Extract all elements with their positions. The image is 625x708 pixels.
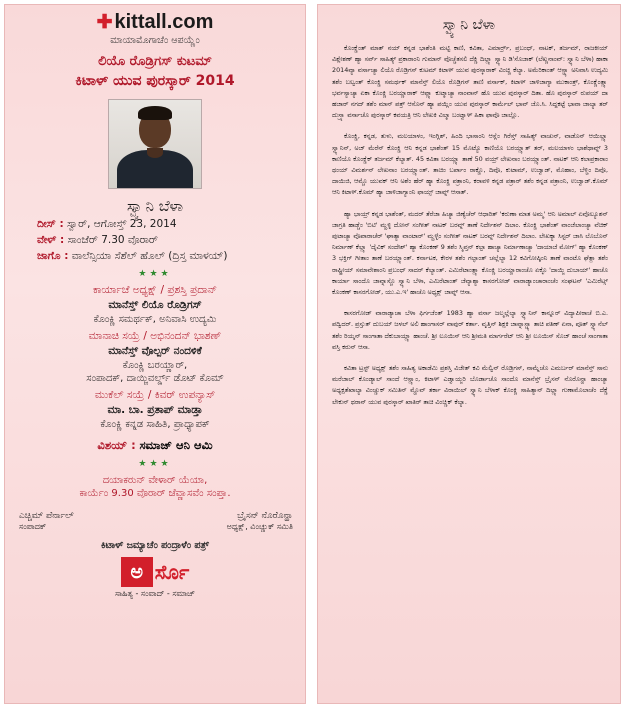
signatory-editor: [19, 511, 74, 532]
arso-logo-icon: ಅ: [121, 557, 153, 587]
awardee-photo: [108, 99, 202, 189]
venue-value: ವಾಲೆನ್ಸಿಯಾ ಸೆಶೆಲ್ ಹೊಲ್ (ದ್ರಿಸ್ತ ಮಾಳಯ್): [71, 250, 228, 262]
signatory-name: ಎಚ್ಚಿಮ್ ಪೆರ್ನಾಲ್: [19, 511, 74, 521]
section-desc: ಕೊಂಕ್ಣಿ ಕನ್ನಡ ಸಾಹಿತಿ, ಪ್ರಾಧ್ಯಾಪಕ್: [100, 419, 210, 430]
kittall-logo[interactable]: [5, 11, 305, 34]
date-value: ಸ್ವಾರ್, ಆಗೋಸ್ತ್ 23, 2014: [66, 218, 177, 230]
profile-paragraph: ಕೊಂಕ್ಣಿ, ಕನ್ನಡ, ತುಳು, ಮಲಯಾಳಂ, ಇಂಗ್ಲಿಶ್, ಹಿಂದಿ ಭಾಸಾಂನಿ ಆಸ್ಲೆಂ ಗಿರೆಸ್ತ್ ಸಾಹಿತ್ಯ್ ವಾಚುನ್, ವಾಡೊನ್ ಆಯಿಲ್ಲ್ಯಾ ಸ್ವ್ಯಾನಿನ್, ಅಜ್ ಮೆರೆನ್ ಕೊಂಕ್ಣಿ ಆನಿ ಕನ್ನಡ ಭಾಶೆಂತ್ 15 ಮೊಟ್ಯೊ ಕಾಣಿಯೊ ಬರಯ್ಲ್ಯಾತ್ ತರ್, ಮಲಯಾಳಂ ಭಾಶೆಥಾವ್ನ್ 3 ಕಾಣಿಯೊ ಕೊಂಕ್ಣೆಕ್ ತರ್ಜಮ್ ಕೆಲ್ಯಾತ್. 45 ಕವಿತಾ ಬರಯ್ಲ್ಯಾ ತಾಣೆ 50 ವಯ್ರ್ ಲೇಖನಾಂ ಬರಯ್ಲ್ಯಾಂತ್. ನಾಟಕ್ ಆನಿ ಕಲಾಪ್ರಕಾರಾಂ ಥಂಯ್ ವಿಮರ್ಶನ್ ಲೇಖನಾಂ ಬರಯ್ಲ್ಯಾಂತ್. ತಾಚಿಂ ಬರ್ಪಾಂ ರಾಕ್ಣೊ, ದಿವೊ, ಕುಟಾಮ್, ಉಜ್ವಾಡ್, ಮೊಹಾಂ, ಬೆಳ್ಚಿಂ ದಿವೊ, ದಾಯಿಜಿ, ಆಮ್ಚೊ ಯುವಕ್ ಆನಿ ಅಶೆಂ ಹೆರ್ ಹ್ಯಾ ಕೊಂಕ್ಣಿ ಪತ್ರಾಂನಿ, ಕರಾವಳಿ ಕನ್ನಡ ಪತ್ರಾರ್ ತಶೆಂ ಕನ್ನಡ ಪತ್ರಾಂನಿ, ಉಜ್ವಾಡ್.ಕೊಮ್ ಆನಿ ಕಿಟಾಳ್.ಕೊಮ್ ಹ್ಯಾ ಜಾಳಿಜಾಗ್ಯಾಂನಿ ಫಾಯ್ಸ್ ಜಾವ್ನ್ ಆಸಾತ್.: [332, 132, 608, 197]
section-desc-2: ಸಂಪಾದಕ್, ದಾಯ್ಜಿವರ್ಲ್ಡ್ ಡೊಟ್ ಕೊಮ್: [86, 373, 224, 384]
signatory-title: ಅಧ್ಯಕ್ಷ್, ವಿಂಚ್ಣುಕ್ ಸಮಿತಿ: [226, 522, 293, 531]
star-divider-icon: ★★★: [138, 269, 172, 279]
event-time: [37, 234, 305, 247]
award-title: ಕಿಟಾಳ್ ಯುವ ಪುರಸ್ಕಾರ್ 2014: [75, 73, 235, 89]
event-venue: [37, 250, 305, 263]
time-label: ವೇಳ್ :: [37, 234, 65, 246]
section-person: ಮಾ. ಬಾ. ಪ್ರತಾಪ್ ಮಾಡ್ತಾ: [107, 404, 203, 416]
invite-line-2: ಕಾರ್ಯೆಂ 9.30 ವೊರಾರ್ ಜೆವ್ಣಾಸವೆಂ ಸಂಪ್ತಾ.: [79, 488, 231, 499]
section-role: ಕಾರ್ಯಾಚೆ ಅಧ್ಯಕ್ಷ್ / ಪ್ರಶಸ್ತಿ ಪ್ರದಾನ್: [92, 284, 217, 296]
footer-text: ಕಿಟಾಳ್ ಜಮ್ಯಾಚೆಂ ಪಂದ್ರಾಳೆಂ ಪತ್ರ್: [101, 540, 209, 551]
award-family-title: ಲಿಯೊ ರೊಡ್ರಿಗಸ್ ಕುಟಮ್: [98, 54, 212, 69]
profile-title: ಸ್ವ್ಯಾನಿ ಬೆಳಾ: [442, 17, 496, 33]
venue-label: ಜಾಗೊ :: [37, 250, 69, 262]
profile-paragraph: ಕಾಸರಗೋಡ್ ವಾರಾಡ್ಯಾಚಾ ಬೆಳಾ ಫಿರ್ಗಜೆಂತ್ 1983 ಹ್ಯಾ ವರ್ಸಾ ಜಲ್ಮಲ್ಲೆಲ್ಯಾ ಸ್ವ್ಯಾನಿನ್ ಕಾನ್ನೂರ್ ವಿದ್ಯಾಪೀಠಾಚೆ ಬಿ.ಎ. ಪದ್ವಿದರ್. ಪ್ರಸ್ತುತ್ ದುಬಯ್ ಜಳಲ್ ಅಲಿ ಹಾಂಗಾಸರ್ ವಾವುರ್ ಕರ್ತಾ. ವೃತ್ತಿನ್ ಶಿಕ್ಷಕಿ ಜಾವ್ನಾಸ್ಚ್ಯಾ ತಾಚಿ ಪತಿಣ್ ಏನಾ, ಪೂತ್ ಸ್ವ್ಯಾನೆಲ್ ತಶೆಂ ರಿಯ್ಶನ್ ಸಾಂಗಾತಾ ದೆಕುಬಾಯ್ಲ್ಯಾ ಹಾಂಚೆ. ಶ್ರೀ ಲೂಯಿಸ್ ಆನಿ ಶ್ರೀಮತಿ ಮಾರ್ಗರೆಟ್ ಆನಿ ಶ್ರೀ ಲೂಯಿಸ್ ಸೊಜ್ ಹಾಂಚೆ ಸಾಂಗಾತಾ ವಸ್ತಿ ಕರುನ್ ಆಸಾ.: [332, 309, 608, 351]
logo-text: kittall.com: [114, 11, 214, 33]
signatories: [19, 511, 293, 532]
star-divider-icon: ★★★: [138, 459, 172, 469]
section-chief-guest: [5, 330, 305, 384]
section-desc: ಕೊಂಕ್ಣಿ ಸಮರ್ಥಕ್, ಅನಿವಾಸಿ ಉದ್ಯಮಿ: [93, 314, 217, 325]
kittall-logo-icon: ✚: [96, 12, 113, 33]
lecture-subject: [5, 438, 305, 453]
profile-paragraph: ಕವಿತಾ ಟ್ರಸ್ಟ್ ಅಧ್ಯಕ್ಷ್ ತಶೆಂ ಸಾಹಿತ್ಯ ಅಕಾಡೆಮಿ ಪ್ರಶಸ್ತಿ ವಿಜೇತ್ ಕವಿ ಮೆಲ್ವಿನ್ ರೊಡ್ರಿಗಸ್, ನಾಮ್ನೆಚೊ ಎಮರ್ಬರ್ ಮಾನೆಸ್ತ್ ಸಾನು ಮರೆಜಾಲ್ ಕೊಂಡ್ಯಾಲ್ ಸಾಂದೆ ಆಸ್ಲ್ಯಾಂ, ಕಿಟಾಳ್ ಎಡ್ವಾಯ್ಜರಿ ಬೊರ್ಡಾಚೊ ಸಾಂದೊ ಮಾನೆಸ್ತ್ ಬ್ರೈಸನ್ ನೊರೊನ್ಹಾ ಹಾಂಚ್ಯಾ ಅಧ್ಯಕ್ಷತೆಖಾಲ್ಯಾ ವಿಂಚ್ಣುಕ್ ಸಮಿತಿನ್ ಮ್ಹೊವ್ ತರ್ಕಾ ವಿರಾಯಿಲ್ ಸ್ವ್ಯಾನಿ ಬೆಳಾಕ್ ಕೊಂಕ್ಣಿ ಸಾಹಿತ್ಯಾನ್ ದಿಲ್ಲ್ಯಾ ಗುಣಾಮೊಲಾಚೆಂ ದೆಕ್ಣೆ ಲೇಕುನ್ ಥರಾನ್ ಯುವ ಪುರಸ್ಕಾರ್ ಖಾತಿರ್ ತಾಚಿ ವಿಂಚ್ಣಿಕ್ ಕೆಲ್ಯಾ.: [332, 364, 608, 406]
section-person: ಮಾನೆಸ್ತ್ ವೊಲ್ಪರ್ ನಂದಳಿಕೆ: [108, 345, 202, 357]
arso-tagline: ಸಾಹಿತ್ಯ - ಸಂವಾದ್ - ಸಮಾಜ್: [114, 589, 196, 598]
section-role: ಮಾನಾಚಿ ಸಯ್ರೆ / ಅಭಿನಂದನ್ ಭಾಶಣ್: [88, 330, 222, 342]
invite-line-1: ದಯಾಕರುನ್ ವೇಳಾರ್ ಯೆಯಾ,: [102, 475, 208, 486]
arso-logo-text: ರ್ಸೊ: [154, 560, 190, 584]
arso-logo: [5, 557, 305, 587]
event-date: [37, 218, 305, 231]
logo-tagline: ಮಾಯಾಮೊಗಾಚೆಂ ಆಪಯ್ಣೆಂ: [110, 35, 200, 46]
invitation-card-panel: [4, 4, 306, 704]
section-person: ಮಾನೆಸ್ತ್ ಲಿಯೊ ರೊಡ್ರಿಗಸ್: [108, 299, 202, 311]
profile-panel: [317, 4, 621, 704]
section-main-guest: [5, 389, 305, 430]
date-label: ದೀಸ್ :: [37, 218, 64, 230]
profile-paragraph: ಹ್ಯಾ ಭಾಯ್ರ್ ಕನ್ನಡ ಭಾಶೆಂತ್, ಮದರ್ ತೆರೆಜಾ ಹಿಚ್ಯಾ ಜಿಣ್ಯೆಚೆರ್ ಆಧಾರಿತ್ 'ಕರುಣಾ ಮಾತ ಅಮ್ಮ' ಆನಿ ಅಮಾಲ್ ಏವೊಲ್ಯೂಶನ್ ಜಾಗ್ರತಿ ಹಾಡ್ಚೆಂ 'ಬಿಟಿ' ಮ್ಹಳ್ಳಿ ದೋನ್ ಸಂಗೀತ್ ನಾಟಕ್ ಬರವ್ನ್ ತಾಣೆ ನಿರ್ದೇಶನ್ ದಿಲಾಂ. ಕೊಂಕ್ಣಿ ಭಾಶೆಂತ್ ವಾಂಜೆಲಾಂಚ್ಯಾ ವೆಚಿಕ್ ಪುಟಾಚ್ಯಾ ವೊಪಾರಾಚೆರ್ 'ಘಾತ್ಯಾ ವಾಂಟಾರ್' ಮ್ಹಳ್ಳೆಂ ಸಂಗೀತ್ ನಾಟಕ್ ಬರವ್ನ್ ನಿರ್ದೇಶನ್ ದಿಲಾಂ. ಲೇಖಕ್ಯಾ ಸಿಸ್ಟರ್ ಜಾಸಿ ಲೊಬೊನ್ ನಿರ್ಮಾಣ್ ಕೆಲ್ಲ್ಯಾ 'ದೈವಿಕ್ ಸಂದೇಶ್' ಹ್ಯಾ ಕೊಂಕಣ್ 9 ತಶೆಂ ಸ್ಮಿಪ್ತನ್ ಕಲ್ಪಾ ಹಾಚ್ಯಾ ನಿರ್ಮಾಣಾಚ್ಯಾ 'ದಾಯಾಜೆ ಮೋಗ್' ಹ್ಯಾ ಕೊಂಕಣ್ 3 ಭಕ್ತಿಗ್ ಗೀತಾಂ ತಾಣೆ ಬರಯ್ಲ್ಯಾಂತ್. ಕರ್ನಾಟಕ, ಕೇರಳ ತಶೆಂ ಗಲ್ಫಾಂತ್ ಚಲ್ಲೆಲ್ಯಾ 12 ಕವಿಗೋಷ್ಠಿಂನಿ ತಾಣೆ ವಾಂಟೊ ಘೆತ್ಲಾ ತಶೆಂ ರಾಷ್ಟ್ರೀಯ್ ಸಮಾವೇಶಾಂನಿ ಪ್ರಬಂಧ್ ಸಾದರ್ ಕೆಲ್ಯಾಂತ್. ಎಮಿರೆಟಾಂತ್ಲ್ಯಾ ಕೊಂಕ್ಣಿ ಬರಯ್ಣಾರಾಂಚೊ ಏಕ್ಳೊ 'ದಾಯ್ಜಿ ದುಬಾಯ್' ಹಾಚೊ ಕಾರ್ಯಾ ಸಾಂದೊ ಜಾವ್ನಾಸ್ಚೊ ಸ್ವ್ಯಾನಿ ಬೆಳಾ, ಎಮಿರೆಟಾಂತ್ ಜೆವ್ಯಾಶ್ಯಾ ಕಾಸರಗೋಡ್ ವಾರಾಡ್ಯಾಂಚಾರಾಂಚೆಂ ಸಂಘಟನ್ 'ಎಮಿರೆಟ್ಸ್ ಕೊಂಕಣ್ ಕಾಸರಗೋಡ್, ಯು.ಎ.ಇ' ಹಾಚೊ ಅಧ್ಯಕ್ಷ್ ಜಾವ್ನ್ ಆಸಾ.: [332, 209, 608, 297]
signatory-title: ಸಂಪಾದಕ್: [19, 522, 47, 531]
subject-value: ಸಮಾಜ್ ಆನಿ ಆಮಿ: [139, 438, 213, 452]
signatory-president: [227, 511, 293, 532]
section-desc: ಕೊಂಕ್ಣಿ ಬರಯ್ಣಾರ್,: [122, 360, 188, 371]
section-role: ಮುಕೆಲ್ ಸಯ್ರೆ / ಕಿವರ್ ಉಪನ್ಯಾಸ್: [94, 389, 216, 401]
section-president: [5, 284, 305, 325]
subject-label: ವಿಶಯ್ :: [97, 438, 136, 452]
signatory-name: ಬ್ರೈಸನ್ ನೊರೊನ್ಹಾ: [237, 511, 293, 521]
awardee-name: ಸ್ವ್ಯಾನಿ ಬೆಳಾ: [127, 197, 183, 215]
time-value: ಸಾಂಜೆರ್ 7.30 ವೊರಾರ್: [67, 234, 158, 246]
profile-paragraph: ಕೊಂಕ್ಣೆಂತ್ ಮಾತ್ ನಯ್ ಕನ್ನಡ ಭಾಶೆಂತಿ ಮಟ್ಟಿ ಕಾಣಿ, ಕವಿತಾ, ಎಮಾರ್ರ್ರ್, ಪ್ರಬಂಧ್, ನಾಟಕ್, ತರ್ಜಮ್, ರಾಜಕೀಯ್ ವಿಶ್ಲೇಶಣ್ ಹ್ಯಾ ಸರ್ವ್ ಸಾಹಿತ್ಯ್ ಪ್ರಕಾರಾಂನಿ ಗುಮಾನ್ ವೊಚ್ಚೆತಸಲಿ ದೆಕ್ಣಿ ದಿಲ್ಲ್ಯಾ ಸ್ವ್ಯಾನಿ ಡಿ'ಸೊಜಾಕ್ (ಲೆಖ್ಣನಾಂವ್: ಸ್ವ್ಯಾನಿ ಬೆಳಾ) ಹಾಕಾ 2014ವ್ಯಾ ವರ್ಸಾಚ್ಯಾ ಲಿಯೊ ರೊಡ್ರಿಗಸ್ ಕುಟಮ್ ಕಿಟಾಳ್ ಯುವ ಪುರಸ್ಕಾರಾಕ್ ವಿಂಚ್ಣಿ ಕೆಲ್ಯಾ. ಅಮೆರಿಕಾಂತ್ ಆಸ್ಚ್ಯಾ ಅನಿವಾಸಿ ಉದ್ಯಮಿ ತಶೆಂ ಬಲ್ವಂತ್ ಕೊಂಕ್ಣಿ ಸಮರ್ಥಕ್ ಮಾನೆಸ್ತ್ ಲಿಯೊ ರೊಡ್ರಿಗಸ್ ತಾಣಿ ವರ್ಸಾಕ್, ಕಿಟಾಳ್ ಜಾಳಿಜಾಗ್ಯಾ ಮುಕಾಂತ್ರ್, ಕೊಂಕ್ಣೆಂತ್ಲ್ಯಾ ಭರ್ವಸ್ಯಾಚ್ಯಾ ಏಕಾ ಕೊಂಕ್ಣಿ ಬರಯ್ಣಾರಾಕ್ ಆಪ್ಲ್ಯಾ ಕುಟ್ಮಾಚ್ಯಾ ನಾಂವಾನ್ ಹೊ ಯುವ ಪುರಸ್ಕಾರ್ ದಿತಾ. ಹೊ ಪುರಸ್ಕಾರ್ ರುಪಯ್ ದಾ ಹಜಾರ್ ನಗದ್ ತಶೆಂ ಮಾನ್ ಪತ್ರ್ ಆಸೊನ್ ಹ್ಯಾ ಪಯ್ಲಿಂ ಯುವ ಪುರಸ್ಕಾರ್ ಕಾರ್ಮೆಲ್ ಭಾವ್ ಜೊ.ಸಿ. ಸಿದ್ದಕಟ್ಟೆ ಭಾವಾ ಜಾಲ್ಯಾ ತರ್ ದುಸ್ರ್ಯಾ ವರ್ಸಾಚೊ ಪುರಸ್ಕಾರ್ ಕವಯತ್ರಿ ಆನಿ ಲೇಖಕಿ ವಿಲ್ಮಾ ಬಂಟ್ವಾಳ್ ಹಿಕಾ ಫಾವೊ ಜಾಲ್ಲೊ.: [332, 44, 608, 120]
